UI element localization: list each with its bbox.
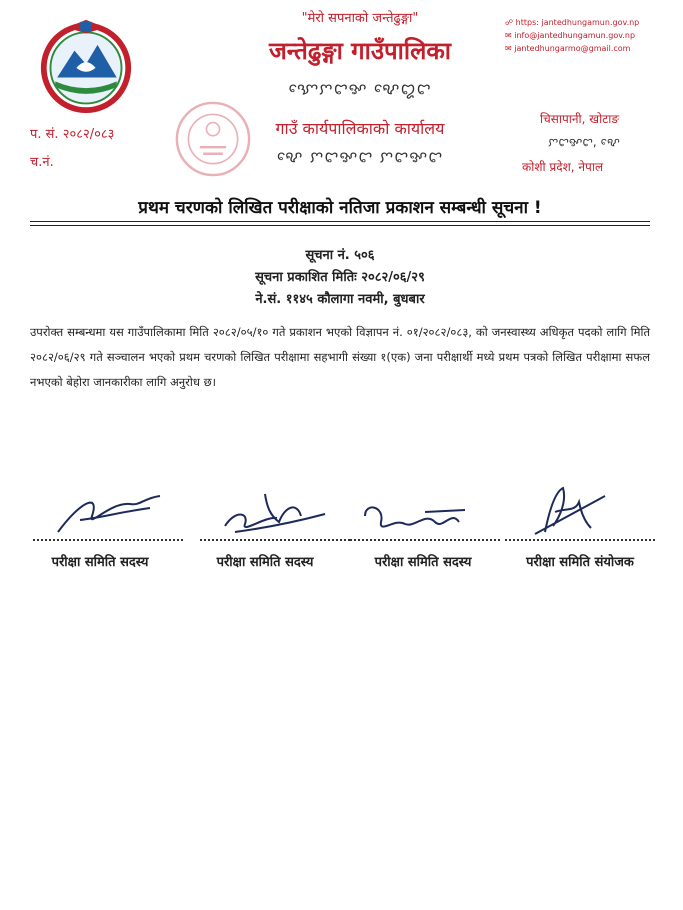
municipality-name-script: ꨎꨯꨆꨤꨀ ꨦꨯꨁꨤ <box>288 79 432 98</box>
address-line-1: चिसापानी, खोटाङ <box>540 112 619 126</box>
heading-underline <box>30 221 650 222</box>
email-contact: ✉ info@jantedhungamun.gov.np <box>505 31 636 40</box>
office-name: गाउँ कार्यपालिकाको कार्यालय <box>275 119 445 138</box>
signatory-label-2: परीक्षा समिति सदस्य <box>216 555 314 570</box>
mail-icon: ✉ <box>505 31 512 40</box>
mail-icon: ✉ <box>505 44 512 53</box>
municipality-name: जन्तेढुङ्गा गाउँपालिका <box>268 37 452 65</box>
signatory-label-4: परीक्षा समिति संयोजक <box>526 555 634 570</box>
signature-line-2 <box>200 539 350 541</box>
dispatch-number: च.नं. <box>30 155 54 170</box>
notice-number: सूचना नं. ५०६ <box>305 248 375 263</box>
website-contact: ☍ https: jantedhungamun.gov.np <box>505 18 640 27</box>
motto: "मेरो सपनाको जन्तेढुङ्गा" <box>301 11 419 26</box>
signature-line-3 <box>350 539 500 541</box>
nepal-samvat-date: ने.सं. ११४५ कौलागा नवमी, बुधबार <box>255 292 425 307</box>
email-contact-secondary: ✉ jantedhungarmo@gmail.com <box>505 44 631 53</box>
heading-underline-2 <box>30 225 650 226</box>
notice-body: उपरोक्त सम्बन्धमा यस गाउँपालिकामा मिति २०८२/०५/१० गते प्रकाशन भएको विज्ञापन नं. ०१/२०८२/०८३, को जनस्वास्थ्य अधिकृत पदको लागि मिति २०८२/०६/२९ गते सञ्चालन भएको प्रथम चरणको लिखित परीक्षामा सहभागी संख्या १(एक) जना परीक्षार्थी मध्ये प्रथम पत्रको लिखित परीक्षामा सफल नभएको बेहोरा जानकारीका लागि अनुरोध छ। <box>30 325 650 389</box>
signature-line-4 <box>505 539 655 541</box>
municipality-emblem-icon <box>38 18 134 114</box>
globe-icon: ☍ <box>505 18 514 27</box>
signature-4 <box>505 482 655 540</box>
signature-2 <box>205 482 355 540</box>
signature-3 <box>355 482 505 540</box>
signatory-label-1: परीक्षा समिति सदस्य <box>51 555 149 570</box>
publish-date: सूचना प्रकाशित मितिः २०८२/०६/२९ <box>255 270 425 285</box>
signature-line-1 <box>33 539 183 541</box>
signature-1 <box>40 482 190 540</box>
reference-number: प. सं. २०८२/०८३ <box>30 127 115 142</box>
office-name-script: ꨦꨯ ꨆꨤꨀꨤ ꨆꨤꨀꨤ <box>276 147 444 166</box>
office-stamp-icon <box>172 98 254 180</box>
signatory-label-3: परीक्षा समिति सदस्य <box>374 555 472 570</box>
address-line-2: कोशी प्रदेश, नेपाल <box>522 160 604 174</box>
address-script: ꨆꨤꨀꨤ, ꨦꨯ <box>548 135 620 149</box>
notice-heading: प्रथम चरणको लिखित परीक्षाको नतिजा प्रकाशन सम्बन्धी सूचना ! <box>138 198 542 218</box>
